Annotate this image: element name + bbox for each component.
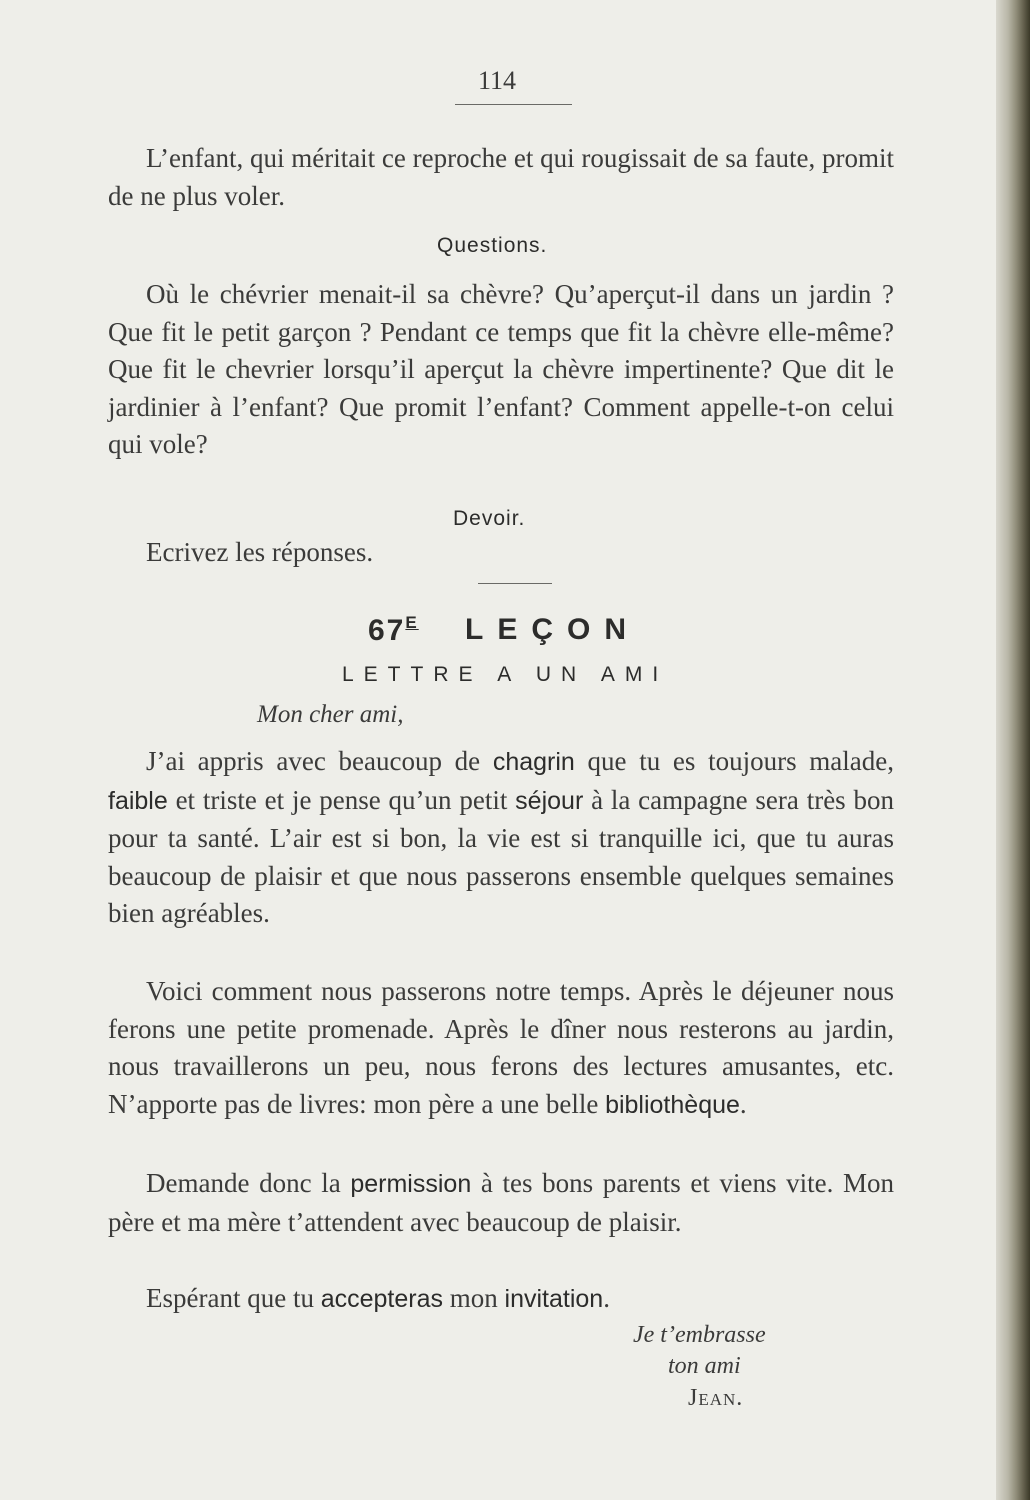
vocab-chagrin: chagrin [492,748,575,776]
questions-paragraph: Où le chévrier menait-il sa chèvre? Qu’aperçut-il dans un jardin ? Que fit le petit garçon ? Pendant ce temps que fit la chèvre elle-même? Que fit le chevrier lorsqu’il aperçut la chèvre impertinente? Que dit le jardinier à l’enfant? Que promit l’enfant? Comment appelle-t-on celui qui vole? [108,279,894,459]
vocab-accepteras: accepteras [320,1285,443,1313]
devoir-heading: Devoir. [453,507,526,530]
page-number-rule [455,104,572,105]
book-spine-edge [996,0,1030,1500]
letter-p3-text-a: Demande donc la [146,1168,351,1198]
letter-p4-text-a: Espérant que tu [146,1283,321,1313]
lesson-number-value: 67 [368,614,406,647]
letter-closing-line-2: ton ami [668,1353,741,1379]
letter-closing-line-1: Je t’embrasse [633,1322,766,1348]
letter-p2-text-c: . [739,1088,747,1119]
lesson-subtitle: LETTRE A UN AMI [342,663,669,686]
letter-paragraph-3 [108,1165,894,1241]
questions-heading: Questions. [437,234,548,257]
vocab-sejour: séjour [515,786,584,815]
letter-paragraph-4 [108,1280,894,1319]
letter-signature: Jean. [688,1385,744,1411]
letter-p4-text-c: mon [443,1283,505,1313]
lesson-number-suffix: E [405,613,419,632]
lesson-number [368,613,419,648]
letter-paragraph-1 [108,743,894,933]
letter-p1-text-a: J’ai appris avec beaucoup de [146,746,493,776]
letter-p1-text-g: à la campagne sera très bon pour ta santé. L’air est si bon, la vie est si tranquille ici, que tu auras beaucoup de plaisir et que nous passerons ensemble quelques semaines bien agréables. [108,784,894,928]
vocab-faible: faible [108,786,168,815]
letter-p1-text-c: que tu es toujours malade, [574,746,895,776]
letter-salutation: Mon cher ami, [257,701,404,728]
vocab-bibliotheque: bibliothèque [605,1090,740,1119]
section-divider [478,583,552,584]
letter-p4-text-e: . [603,1283,610,1313]
letter-paragraph-2 [108,973,894,1124]
vocab-invitation: invitation [504,1285,604,1313]
story-ending-paragraph: L’enfant, qui méritait ce reproche et qui rougissait de sa faute, promit de ne plus voler. [108,143,894,211]
letter-p2-text-a: Voici comment nous passerons notre temps. Après le déjeuner nous ferons une petite promenade. Après le dîner nous resterons au jardin, nous travaillerons un peu, nous ferons des lectures amusantes, etc. N’apporte pas de livres: mon père a une belle [108,976,894,1119]
page-number: 114 [478,66,517,95]
letter-p1-text-e: et triste et je pense qu’un petit [167,784,516,815]
letter-p3-text-c: à tes bons parents et viens vite. Mon père et ma mère t’attendent avec beaucoup de plaisir. [108,1168,894,1237]
lesson-title: LEÇON [465,613,640,646]
vocab-permission: permission [350,1170,472,1198]
devoir-paragraph: Ecrivez les réponses. [146,537,374,567]
